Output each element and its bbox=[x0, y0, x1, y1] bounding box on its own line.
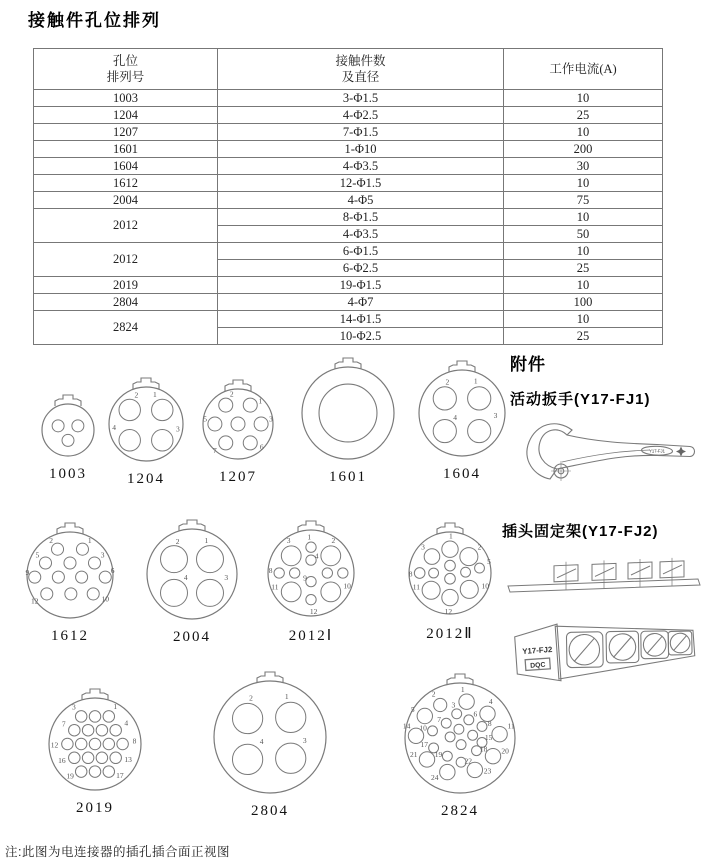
socket-hole bbox=[197, 579, 224, 606]
pin-number: 17 bbox=[420, 740, 428, 750]
cell-contacts-spec: 14-Φ1.5 bbox=[218, 311, 504, 328]
pin-number: 2 bbox=[477, 542, 482, 552]
socket-hole bbox=[424, 549, 440, 565]
pin-number: 7 bbox=[437, 714, 441, 724]
center-socket-hole bbox=[319, 384, 377, 442]
socket-hole bbox=[232, 703, 262, 733]
table-row bbox=[34, 90, 663, 107]
socket-hole bbox=[232, 744, 262, 774]
cell-arrangement-id: 2019 bbox=[34, 277, 218, 294]
page-title: 接触件孔位排列 bbox=[28, 11, 161, 30]
cell-contacts-spec: 4-Φ3.5 bbox=[218, 158, 504, 175]
pin-number: 2 bbox=[229, 389, 234, 399]
pin-number: 1 bbox=[473, 376, 478, 386]
connector-label: 2804 bbox=[251, 803, 289, 819]
table-row bbox=[34, 243, 663, 260]
cell-current: 10 bbox=[504, 90, 663, 107]
cell-arrangement-id: 2824 bbox=[34, 311, 218, 345]
cell-arrangement-id: 2004 bbox=[34, 192, 218, 209]
socket-hole bbox=[338, 568, 348, 578]
pin-number: 12 bbox=[444, 607, 453, 617]
socket-hole bbox=[96, 724, 108, 736]
connector-2012Ⅰ bbox=[252, 514, 370, 645]
pin-number: 4 bbox=[112, 423, 117, 433]
socket-hole bbox=[492, 726, 507, 741]
table-row bbox=[34, 294, 663, 311]
socket-hole bbox=[485, 748, 500, 763]
pin-number: 1 bbox=[258, 396, 263, 406]
pin-number: 12 bbox=[30, 596, 39, 606]
bracket-tag2-text: DQC bbox=[529, 661, 546, 670]
connector-label: 2019 bbox=[76, 800, 114, 816]
pin-number: 3 bbox=[71, 702, 76, 712]
cell-contacts-spec: 6-Φ1.5 bbox=[218, 243, 504, 260]
socket-hole bbox=[459, 694, 474, 709]
pin-number: 4 bbox=[314, 551, 319, 561]
pin-number: 1 bbox=[307, 532, 312, 542]
pin-number: 1 bbox=[204, 536, 209, 546]
connector-2012Ⅱ bbox=[393, 516, 507, 643]
socket-hole bbox=[322, 568, 332, 578]
cell-current: 10 bbox=[504, 243, 663, 260]
cell-contacts-spec: 19-Φ1.5 bbox=[218, 277, 504, 294]
socket-hole bbox=[445, 560, 456, 571]
pin-number: 13 bbox=[124, 755, 132, 765]
socket-hole bbox=[428, 726, 438, 736]
socket-hole bbox=[414, 568, 425, 579]
connector-2804 bbox=[198, 665, 342, 820]
connector-label: 1003 bbox=[49, 466, 87, 482]
socket-hole bbox=[161, 546, 188, 573]
cell-arrangement-id: 1604 bbox=[34, 158, 218, 175]
socket-hole bbox=[442, 541, 458, 557]
cell-contacts-spec: 4-Φ2.5 bbox=[218, 107, 504, 124]
connector-1601 bbox=[286, 351, 410, 486]
table-row bbox=[34, 209, 663, 226]
table-row bbox=[34, 107, 663, 124]
connector-label: 1601 bbox=[329, 469, 367, 485]
pin-number: 3 bbox=[451, 700, 456, 710]
pin-number: 4 bbox=[124, 718, 129, 728]
pin-number: 3 bbox=[224, 573, 229, 583]
connector-1612 bbox=[11, 516, 129, 645]
socket-hole bbox=[445, 732, 455, 742]
pin-number: 2 bbox=[134, 390, 139, 400]
socket-hole bbox=[281, 546, 301, 566]
socket-hole bbox=[62, 434, 74, 446]
pin-number: 1 bbox=[460, 685, 465, 695]
spec-table bbox=[33, 48, 663, 345]
pin-number: 3 bbox=[493, 411, 498, 421]
socket-hole bbox=[52, 543, 64, 555]
pin-number: 3 bbox=[175, 424, 180, 434]
socket-hole bbox=[88, 557, 100, 569]
pin-number: 6 bbox=[473, 709, 478, 719]
socket-hole bbox=[29, 571, 41, 583]
socket-hole bbox=[433, 419, 456, 442]
cell-contacts-spec: 3-Φ1.5 bbox=[218, 90, 504, 107]
pin-number: 2 bbox=[445, 377, 450, 387]
socket-hole bbox=[117, 738, 129, 750]
pin-number: 8 bbox=[268, 565, 273, 575]
socket-hole bbox=[306, 595, 316, 605]
connector-1207 bbox=[187, 373, 289, 486]
connector-outline bbox=[302, 367, 394, 459]
pin-number: 1 bbox=[448, 531, 453, 541]
wrench-drawing bbox=[502, 412, 702, 484]
pin-number: 3 bbox=[269, 414, 273, 424]
wrench-heading: 活动扳手(Y17-FJ1) bbox=[510, 391, 651, 408]
connector-face bbox=[33, 682, 157, 806]
socket-hole bbox=[119, 430, 140, 451]
socket-hole bbox=[321, 546, 341, 566]
pin-number: 1 bbox=[113, 701, 118, 711]
socket-hole bbox=[254, 417, 268, 431]
col-header-contacts: 接触件数 及直径 bbox=[218, 49, 504, 90]
cell-arrangement-id: 1612 bbox=[34, 175, 218, 192]
socket-hole bbox=[103, 766, 115, 778]
socket-hole bbox=[75, 711, 87, 723]
accessories-heading: 附件 bbox=[510, 355, 546, 374]
connector-face bbox=[198, 665, 342, 809]
cell-current: 25 bbox=[504, 328, 663, 345]
pin-number: 8 bbox=[487, 719, 492, 729]
pin-number: 6 bbox=[259, 442, 264, 452]
cell-arrangement-id: 1207 bbox=[34, 124, 218, 141]
socket-hole bbox=[89, 766, 101, 778]
cell-current: 10 bbox=[504, 209, 663, 226]
socket-hole bbox=[76, 571, 88, 583]
pin-number: 4 bbox=[488, 697, 493, 707]
pin-number: 14 bbox=[402, 721, 411, 731]
socket-hole bbox=[429, 568, 439, 578]
connector-outline bbox=[268, 530, 354, 616]
cell-current: 10 bbox=[504, 175, 663, 192]
socket-hole bbox=[445, 573, 456, 584]
socket-hole bbox=[468, 419, 491, 442]
socket-hole bbox=[441, 718, 451, 728]
socket-hole bbox=[208, 417, 222, 431]
cell-current: 30 bbox=[504, 158, 663, 175]
cell-arrangement-id: 1601 bbox=[34, 141, 218, 158]
socket-hole bbox=[41, 588, 53, 600]
socket-hole bbox=[62, 738, 74, 750]
socket-hole bbox=[281, 582, 301, 602]
table-row bbox=[34, 175, 663, 192]
cell-current: 200 bbox=[504, 141, 663, 158]
pin-number: 7 bbox=[61, 719, 66, 729]
connector-outline bbox=[49, 698, 141, 790]
cell-current: 100 bbox=[504, 294, 663, 311]
pin-number: 2 bbox=[431, 689, 436, 699]
connector-2004 bbox=[131, 513, 253, 646]
bracket-front-drawing bbox=[512, 610, 704, 692]
socket-hole bbox=[152, 430, 173, 451]
pin-number: 2 bbox=[175, 537, 180, 547]
socket-hole bbox=[89, 738, 101, 750]
connector-outline bbox=[214, 681, 326, 793]
pin-number: 3 bbox=[421, 542, 425, 552]
cell-arrangement-id: 2012 bbox=[34, 209, 218, 243]
socket-hole bbox=[89, 711, 101, 723]
connector-face bbox=[187, 373, 289, 475]
socket-hole bbox=[82, 752, 94, 764]
socket-hole bbox=[103, 711, 115, 723]
socket-hole bbox=[75, 766, 87, 778]
pin-number: 10 bbox=[343, 581, 351, 591]
socket-hole bbox=[52, 420, 64, 432]
cell-current: 10 bbox=[504, 311, 663, 328]
connector-label: 1204 bbox=[127, 471, 165, 487]
bracket-side-drawing bbox=[505, 550, 705, 602]
cell-contacts-spec: 4-Φ7 bbox=[218, 294, 504, 311]
socket-hole bbox=[52, 571, 64, 583]
connector-face bbox=[131, 513, 253, 635]
socket-hole bbox=[276, 702, 306, 732]
socket-hole bbox=[65, 588, 77, 600]
col-header-arrangement: 孔位 排列号 bbox=[34, 49, 218, 90]
pin-number: 22 bbox=[464, 756, 472, 766]
pin-number: 8 bbox=[132, 736, 137, 746]
socket-hole bbox=[477, 722, 487, 732]
pin-number: 4 bbox=[259, 736, 264, 746]
socket-hole bbox=[243, 398, 257, 412]
bracket-heading: 插头固定架(Y17-FJ2) bbox=[502, 523, 659, 540]
cell-contacts-spec: 6-Φ2.5 bbox=[218, 260, 504, 277]
cell-contacts-spec: 7-Φ1.5 bbox=[218, 124, 504, 141]
connector-1204 bbox=[93, 371, 199, 488]
socket-hole bbox=[276, 743, 306, 773]
pin-number: 9 bbox=[303, 573, 307, 583]
socket-hole bbox=[452, 709, 462, 719]
table-row bbox=[34, 124, 663, 141]
pin-number: 15 bbox=[484, 732, 493, 742]
socket-hole bbox=[460, 580, 478, 598]
pin-number: 6 bbox=[110, 566, 115, 576]
footnote: 注:此图为电连接器的插孔插合面正视图 bbox=[5, 845, 230, 859]
connector-label: 2824 bbox=[441, 803, 479, 819]
pin-number: 10 bbox=[419, 723, 427, 733]
pin-number: 3 bbox=[302, 735, 307, 745]
pin-number: 3 bbox=[286, 535, 291, 545]
socket-hole bbox=[76, 543, 88, 555]
socket-hole bbox=[468, 387, 491, 410]
wrench-tag-text: Y17-FJ1 bbox=[649, 448, 665, 454]
socket-hole bbox=[433, 387, 456, 410]
pin-number: 4 bbox=[453, 412, 457, 422]
socket-hole bbox=[442, 751, 452, 761]
pin-number: 2 bbox=[249, 693, 253, 703]
socket-hole bbox=[440, 764, 455, 779]
pin-number: 18 bbox=[479, 744, 488, 754]
socket-hole bbox=[197, 546, 224, 573]
cell-arrangement-id: 1003 bbox=[34, 90, 218, 107]
table-row bbox=[34, 192, 663, 209]
cell-current: 75 bbox=[504, 192, 663, 209]
pin-number: 5 bbox=[203, 414, 207, 424]
cell-current: 25 bbox=[504, 260, 663, 277]
pin-number: 17 bbox=[116, 770, 124, 780]
connector-label: 2004 bbox=[173, 629, 211, 645]
socket-hole bbox=[442, 589, 458, 605]
pin-number: 11 bbox=[412, 582, 420, 592]
connector-label: 2012Ⅰ bbox=[288, 628, 334, 644]
pin-number: 9 bbox=[25, 567, 30, 577]
socket-hole bbox=[468, 730, 478, 740]
pin-number: 10 bbox=[481, 581, 490, 591]
connector-face bbox=[11, 516, 129, 634]
pin-number: 2 bbox=[49, 536, 53, 546]
socket-hole bbox=[321, 582, 341, 602]
pin-number: 10 bbox=[101, 594, 110, 604]
socket-hole bbox=[434, 698, 447, 711]
col-header-current: 工作电流(A) bbox=[504, 49, 663, 90]
cell-contacts-spec: 4-Φ5 bbox=[218, 192, 504, 209]
socket-hole bbox=[110, 724, 122, 736]
socket-hole bbox=[64, 557, 76, 569]
socket-hole bbox=[103, 738, 115, 750]
socket-hole bbox=[119, 399, 140, 420]
connector-label: 2012Ⅱ bbox=[426, 626, 474, 642]
pin-number: 5 bbox=[487, 557, 491, 567]
socket-hole bbox=[82, 724, 94, 736]
socket-hole bbox=[290, 568, 300, 578]
bracket-tag-text: Y17-FJ2 bbox=[521, 644, 553, 657]
socket-hole bbox=[456, 740, 466, 750]
socket-hole bbox=[460, 548, 478, 566]
cell-contacts-spec: 10-Φ2.5 bbox=[218, 328, 504, 345]
pin-number: 5 bbox=[410, 704, 415, 714]
connector-label: 1604 bbox=[443, 466, 481, 482]
pin-number: 20 bbox=[501, 746, 509, 756]
pin-number: 11 bbox=[507, 721, 515, 731]
table-header-row bbox=[34, 49, 663, 90]
table-row bbox=[34, 158, 663, 175]
socket-hole bbox=[219, 398, 233, 412]
connector-face bbox=[286, 351, 410, 475]
pin-number: 5 bbox=[35, 550, 40, 560]
pin-number: 21 bbox=[410, 750, 418, 759]
cell-contacts-spec: 12-Φ1.5 bbox=[218, 175, 504, 192]
connector-label: 1207 bbox=[219, 469, 257, 485]
connector-2824 bbox=[389, 667, 531, 820]
star-icon bbox=[676, 447, 686, 457]
cell-arrangement-id: 2012 bbox=[34, 243, 218, 277]
socket-hole bbox=[422, 581, 440, 599]
pin-number: 1 bbox=[153, 389, 157, 399]
pin-number: 2 bbox=[331, 535, 336, 545]
socket-hole bbox=[72, 420, 84, 432]
socket-hole bbox=[75, 738, 87, 750]
socket-hole bbox=[99, 571, 111, 583]
pin-number: 19 bbox=[66, 771, 74, 781]
connector-outline bbox=[109, 387, 183, 461]
cell-arrangement-id: 2804 bbox=[34, 294, 218, 311]
pin-number: 4 bbox=[183, 573, 188, 583]
pin-number: 24 bbox=[430, 773, 439, 783]
connector-face bbox=[93, 371, 199, 477]
cell-current: 50 bbox=[504, 226, 663, 243]
socket-hole bbox=[152, 399, 173, 420]
table-row bbox=[34, 141, 663, 158]
cell-contacts-spec: 1-Φ10 bbox=[218, 141, 504, 158]
pin-number: 1 bbox=[87, 536, 92, 546]
socket-hole bbox=[419, 752, 434, 767]
connector-face bbox=[252, 514, 370, 632]
socket-hole bbox=[96, 752, 108, 764]
socket-hole bbox=[417, 708, 432, 723]
socket-hole bbox=[475, 563, 485, 573]
socket-hole bbox=[243, 436, 257, 450]
pin-number: 8 bbox=[408, 569, 413, 579]
pin-number: 12 bbox=[309, 607, 318, 617]
pin-number: 19 bbox=[434, 750, 443, 759]
cell-current: 10 bbox=[504, 277, 663, 294]
socket-hole bbox=[110, 752, 122, 764]
pin-number: 11 bbox=[271, 582, 279, 592]
socket-hole bbox=[69, 752, 81, 764]
pin-number: 7 bbox=[213, 446, 217, 456]
socket-hole bbox=[69, 724, 81, 736]
cell-contacts-spec: 4-Φ3.5 bbox=[218, 226, 504, 243]
socket-hole bbox=[306, 576, 316, 586]
socket-hole bbox=[87, 588, 99, 600]
cell-arrangement-id: 1204 bbox=[34, 107, 218, 124]
table-row bbox=[34, 277, 663, 294]
socket-hole bbox=[461, 567, 471, 577]
connector-label: 1612 bbox=[51, 628, 89, 644]
socket-hole bbox=[464, 715, 474, 725]
pin-number: 23 bbox=[483, 766, 492, 776]
socket-hole bbox=[161, 579, 188, 606]
socket-hole bbox=[274, 568, 284, 578]
pin-number: 12 bbox=[50, 740, 59, 750]
pin-number: 16 bbox=[58, 756, 66, 766]
connector-face bbox=[389, 667, 531, 809]
connector-outline bbox=[419, 370, 505, 456]
cell-current: 25 bbox=[504, 107, 663, 124]
connector-2019 bbox=[33, 682, 157, 817]
table-row bbox=[34, 311, 663, 328]
pin-number: 1 bbox=[284, 692, 289, 702]
socket-hole bbox=[231, 417, 245, 431]
cell-contacts-spec: 8-Φ1.5 bbox=[218, 209, 504, 226]
pin-number: 3 bbox=[100, 550, 105, 560]
connector-outline bbox=[42, 404, 94, 456]
socket-hole bbox=[454, 724, 464, 734]
cell-current: 10 bbox=[504, 124, 663, 141]
socket-hole bbox=[467, 762, 482, 777]
socket-hole bbox=[219, 436, 233, 450]
connector-outline bbox=[402, 683, 515, 793]
socket-hole bbox=[39, 557, 51, 569]
connector-face bbox=[393, 516, 507, 630]
